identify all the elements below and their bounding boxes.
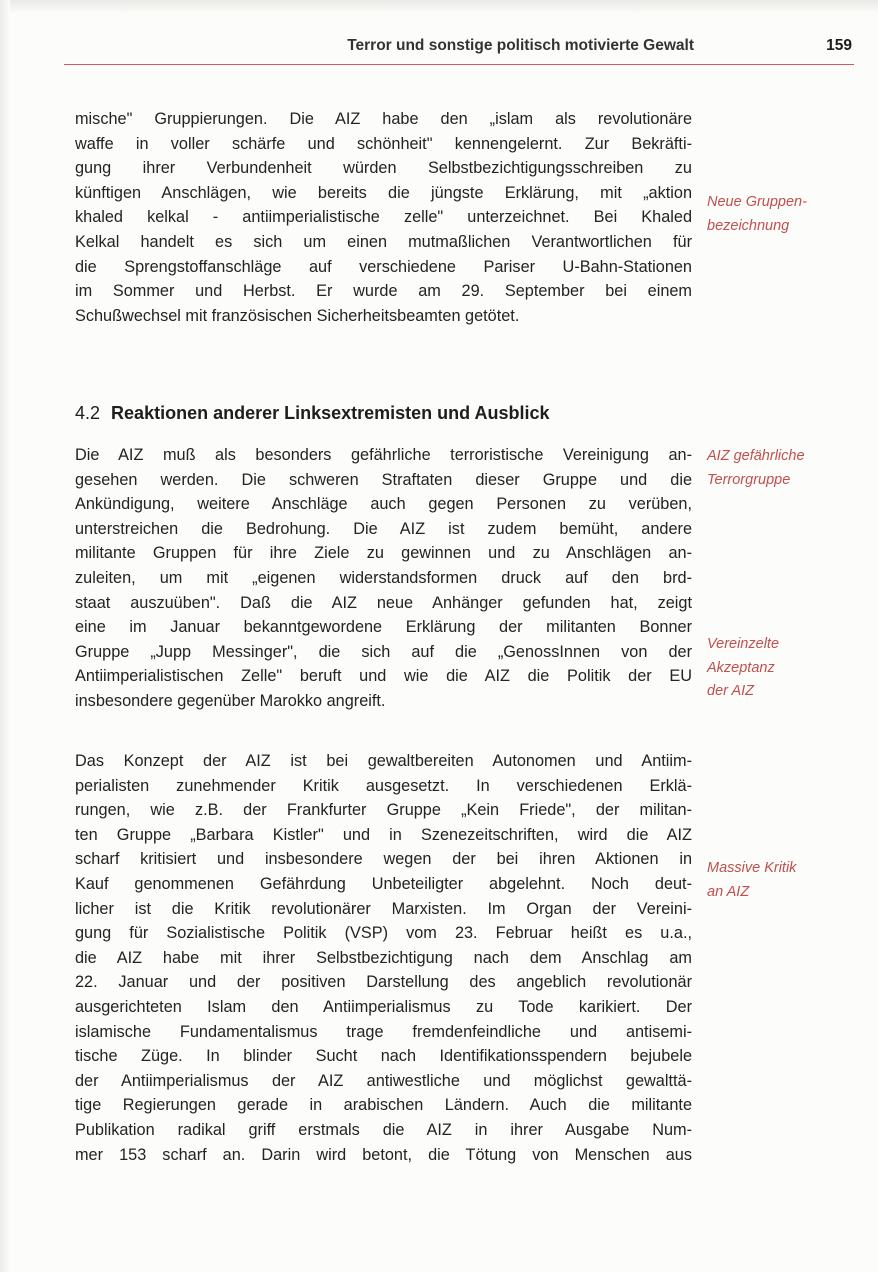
section-number: 4.2 bbox=[75, 403, 101, 423]
text-line: Die AIZ muß als besonders gefährliche terroristische Vereinigung an- bbox=[75, 446, 692, 464]
text-line: Gruppe „Jupp Messinger", die sich auf die „GenossInnen von der bbox=[75, 642, 692, 661]
section-heading bbox=[75, 403, 550, 424]
text-line: perialisten zunehmender Kritik ausgesetzt. In verschiedenen Erklä- bbox=[75, 776, 692, 795]
text-line: Schußwechsel mit französischen Sicherheitsbeamten getötet. bbox=[75, 306, 520, 325]
text-line: ausgerichteten Islam den Antiimperialismus zu Tode karikiert. Der bbox=[75, 997, 692, 1016]
paragraph-2 bbox=[75, 443, 692, 714]
text-line: waffe in voller schärfe und schönheit" kennengelernt. Zur Bekräfti- bbox=[75, 134, 692, 153]
text-line: eine im Januar bekanntgewordene Erklärung der militanten Bonner bbox=[75, 618, 692, 637]
margin-note-line: der AIZ bbox=[707, 683, 755, 700]
text-line: die Sprengstoffanschläge auf verschiedene Pariser U-Bahn-Stationen bbox=[75, 257, 692, 276]
text-line: tige Regierungen gerade in arabischen Ländern. Auch die militante bbox=[75, 1096, 692, 1115]
text-line: künftigen Anschlägen, wie bereits die jüngste Erklärung, mit „aktion bbox=[75, 183, 692, 202]
text-line: gesehen werden. Die schweren Straftaten dieser Gruppe und die bbox=[75, 470, 692, 489]
paragraph-1 bbox=[75, 107, 692, 328]
text-line: der Antiimperialismus der AIZ antiwestliche und möglichst gewalttä- bbox=[75, 1071, 692, 1090]
text-line: Ankündigung, weitere Anschläge auch gegen Personen zu verüben, bbox=[75, 495, 692, 514]
text-line: tische Züge. In blinder Sucht nach Identifikationsspendern bejubele bbox=[75, 1047, 692, 1066]
margin-note-line: Akzeptanz bbox=[707, 659, 775, 676]
text-line: 22. Januar und der positiven Darstellung des angeblich revolutionär bbox=[75, 973, 692, 992]
running-title: Terror und sonstige politisch motivierte Gewalt bbox=[347, 37, 694, 54]
text-line: staat auszuüben". Daß die AIZ neue Anhänger gefunden hat, zeigt bbox=[75, 593, 692, 612]
text-line: unterstreichen die Bedrohung. Die AIZ ist zudem bemüht, andere bbox=[75, 519, 692, 538]
text-line: Kelkal handelt es sich um einen mutmaßlichen Verantwortlichen für bbox=[75, 232, 692, 251]
text-line: ten Gruppe „Barbara Kistler" und in Szenezeitschriften, wird die AIZ bbox=[75, 825, 692, 844]
text-line: scharf kritisiert und insbesondere wegen der bei ihren Aktionen in bbox=[75, 850, 692, 869]
margin-note-line: Massive Kritik bbox=[707, 860, 797, 876]
margin-note-line: an AIZ bbox=[707, 883, 750, 900]
section-title: Reaktionen anderer Linksextremisten und Ausblick bbox=[111, 403, 550, 423]
page-top-edge bbox=[0, 0, 878, 14]
text-line: zuleiten, um mit „eigenen widerstandsformen druck auf den brd- bbox=[75, 568, 692, 587]
margin-note-massive-kritik bbox=[707, 857, 857, 904]
text-line: insbesondere gegenüber Marokko angreift. bbox=[75, 691, 386, 710]
text-line: mische" Gruppierungen. Die AIZ habe den „islam als revolutionäre bbox=[75, 110, 692, 128]
text-line: khaled kelkal - antiimperialistische zelle" unterzeichnet. Bei Khaled bbox=[75, 208, 692, 227]
text-line: im Sommer und Herbst. Er wurde am 29. September bei einem bbox=[75, 282, 692, 301]
margin-note-line: AIZ gefährliche bbox=[707, 448, 805, 464]
running-header bbox=[64, 34, 854, 68]
margin-note-aiz-gefaehrliche-terrorgruppe bbox=[707, 445, 857, 492]
margin-note-line: Neue Gruppen- bbox=[707, 194, 807, 210]
paragraph-3 bbox=[75, 749, 692, 1167]
page-number: 159 bbox=[826, 37, 852, 54]
text-line: gung für Sozialistische Politik (VSP) vom 23. Februar heißt es u.a., bbox=[75, 924, 692, 943]
text-line: Das Konzept der AIZ ist bei gewaltbereiten Autonomen und Antiim- bbox=[75, 752, 692, 770]
header-rule bbox=[64, 64, 854, 65]
text-line: Kauf genommenen Gefährdung Unbeteiligter abgelehnt. Noch deut- bbox=[75, 874, 692, 893]
text-line: gung ihrer Verbundenheit würden Selbstbezichtigungsschreiben zu bbox=[75, 159, 692, 178]
margin-note-line: Terrorgruppe bbox=[707, 471, 791, 488]
text-line: Antiimperialistischen Zelle" beruft und wie die AIZ die Politik der EU bbox=[75, 667, 692, 686]
text-line: islamische Fundamentalismus trage fremdenfeindliche und antisemi- bbox=[75, 1022, 692, 1041]
margin-note-vereinzelte-akzeptanz bbox=[707, 633, 857, 704]
text-line: Publikation radikal griff erstmals die AIZ in ihrer Ausgabe Num- bbox=[75, 1120, 692, 1139]
page-binding-shadow bbox=[0, 0, 10, 1272]
text-line: militante Gruppen für ihre Ziele zu gewinnen und zu Anschlägen an- bbox=[75, 544, 692, 563]
margin-note-line: bezeichnung bbox=[707, 217, 790, 234]
margin-note-neue-gruppenbezeichnung bbox=[707, 191, 857, 238]
text-line: rungen, wie z.B. der Frankfurter Gruppe „Kein Friede", der militan- bbox=[75, 801, 692, 820]
text-line: mer 153 scharf an. Darin wird betont, die Tötung von Menschen aus bbox=[75, 1145, 692, 1164]
text-line: die AIZ habe mit ihrer Selbstbezichtigung nach dem Anschlag am bbox=[75, 948, 692, 967]
margin-note-line: Vereinzelte bbox=[707, 636, 780, 652]
text-line: licher ist die Kritik revolutionärer Marxisten. Im Organ der Vereini- bbox=[75, 899, 692, 918]
